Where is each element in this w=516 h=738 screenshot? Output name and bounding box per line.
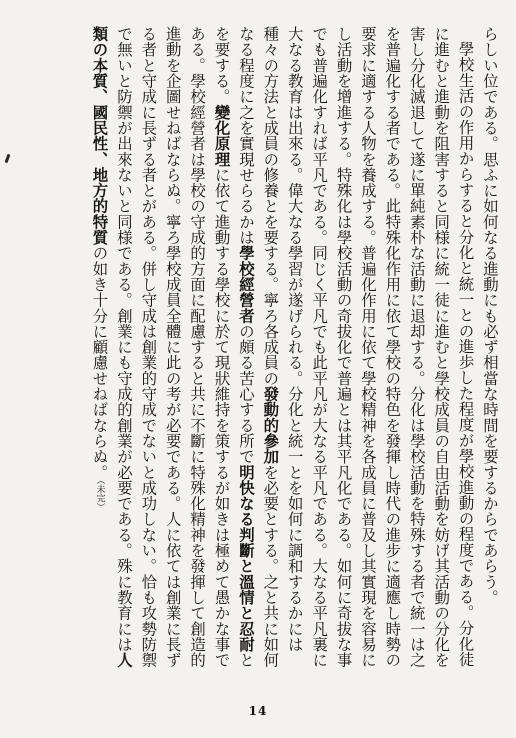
text-run: に依て進動する學校に於て現狀維持を策するが如きは極めて愚かな事である。學校經營者は學校の守成的方面に配慮すると共に不斷に特殊化精神を發揮して創造的進動を企圖せねばならぬ。寧ろ學校成員全體に此の考が必要である。人に依ては創業に長ずる者と守成に長ずる者とがある。併し守成は創業的守成でないと成功しない。恰も攻勢防禦で無いと防禦が出來ないと同様である。創業にも守成的創業が必要である。殊に教育には — [114, 26, 231, 668]
emphasized-text: 學校經營者 — [236, 245, 255, 324]
ink-speck — [5, 154, 11, 163]
body-text — [14, 26, 502, 680]
text-run: 學校生活の作用からすると分化と統一との進歩した程度が學校進動の程度である。分化徒に進むと進動を阻害すると同様に統一徒に進むと學校成員の自由活動を妨げ其活動の分化を害し分化滅退して遂に單純素朴な活動に退却する。分化は學校活動を特殊する者で統一は之を普遍化する者である。此特殊化作用に依て學校の特色を發揮し時代の進步に適應し時勢の要求に適する人物を養成する。普遍化作用に依て學校精神を各成員に普及し其實現を容易にし活動を增進する。特殊化は學校活動の奇拔化で普遍とは其平凡化である。如何に奇拔な事でも普遍化すれば平凡である。同じく平凡でも此平凡が大なる平凡である。大なる平凡裏に大なる教育は出來る。偉大なる學習が遂げられる。分化と統一とを如何に調和するかには種々の方法と成員の修養とを要する。寧ろ各成員の — [261, 26, 475, 668]
text-run: を必要とする。之と共に如何なる程度に之を實現せらるかは — [236, 26, 280, 668]
emphasized-text: 變化原理 — [212, 104, 231, 167]
text-run: とを要する。 — [212, 26, 255, 668]
page-number: 14 — [248, 704, 268, 718]
text-run: らしい位である。思ふに如何なる進動にも必ず相當な時間を要するからであらう。 — [481, 26, 499, 606]
paragraph — [478, 26, 502, 680]
continued-note: （未完） — [94, 479, 105, 512]
emphasized-text: 明快なる判斷と溫情と忍耐 — [236, 464, 255, 653]
emphasized-text: 發動的參加 — [261, 385, 280, 465]
paragraph — [87, 26, 478, 680]
emphasized-text: 人類の本質、國民性、地方的特質 — [90, 26, 133, 668]
text-run: の頗る苦心する所で — [236, 323, 255, 465]
text-run: の如き十分に顧慮せねばならぬ。 — [90, 245, 109, 480]
